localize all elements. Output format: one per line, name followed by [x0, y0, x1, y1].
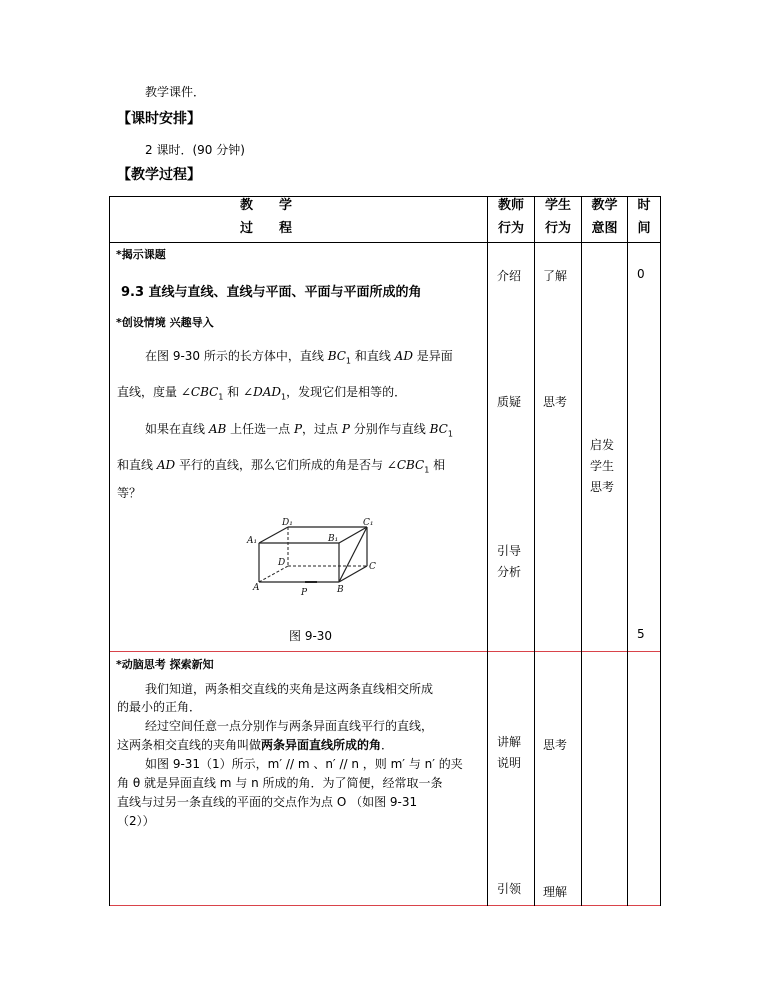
- section-heading-schedule: 【课时安排】: [117, 111, 201, 127]
- teaching-intent: 学生: [590, 459, 615, 473]
- teacher-action: 分析: [497, 565, 522, 579]
- header-time-line1: 时: [637, 198, 651, 213]
- label-think-explore: *动脑思考 探索新知: [116, 658, 214, 671]
- label-reveal-topic: *揭示课题: [116, 248, 166, 261]
- student-action: 了解: [543, 269, 568, 283]
- paragraph-line: 和直线 AD 平行的直线，那么它们所成的角是否与 $\angle CBC_1$ 相: [117, 458, 446, 475]
- intro-text: 教学课件．: [145, 85, 206, 99]
- student-action: 理解: [543, 885, 568, 899]
- header-intent-line2: 意图: [591, 221, 618, 236]
- teacher-action: 引领: [497, 882, 522, 896]
- paragraph-line: 这两条相交直线的夹角叫做两条异面直线所成的角．: [117, 738, 394, 752]
- paragraph-line: （2））: [117, 814, 155, 828]
- fig-label-d1: D₁: [282, 518, 293, 528]
- header-student-line1: 学生: [544, 198, 571, 213]
- header-process-line2: 过 程: [240, 221, 293, 236]
- cuboid-figure: [245, 515, 380, 600]
- schedule-text: 2 课时．(90 分钟): [145, 143, 245, 157]
- time-value: 5: [637, 627, 645, 641]
- fig-label-c1: C₁: [363, 518, 374, 528]
- fig-label-d: D: [278, 558, 286, 568]
- fig-label-b: B: [337, 585, 344, 595]
- paragraph-line: 如果在直线 AB 上任选一点 P，过点 P 分别作与直线 $BC_1$: [145, 422, 453, 439]
- paragraph-line: 直线，度量 $\angle CBC_1$ 和 $\angle DAD_1$，发现它们是相等的．: [117, 385, 407, 402]
- fig-label-a: A: [253, 583, 260, 593]
- paragraph-line: 角 θ 就是异面直线 m 与 n 所成的角．为了简便，经常取一条: [117, 776, 443, 790]
- teacher-action: 介绍: [497, 269, 522, 283]
- teaching-intent: 启发: [590, 438, 615, 452]
- header-intent-line1: 教学: [591, 198, 618, 213]
- fig-label-c: C: [369, 562, 376, 572]
- header-teacher-line2: 行为: [497, 221, 524, 236]
- paragraph-line: 经过空间任意一点分别作与两条异面直线平行的直线，: [145, 719, 434, 733]
- paragraph-line: 我们知道，两条相交直线的夹角是这两条直线相交所成: [145, 682, 434, 696]
- header-teacher-line1: 教师: [497, 198, 524, 213]
- teacher-action: 质疑: [497, 395, 522, 409]
- student-action: 思考: [543, 395, 568, 409]
- header-student-line2: 行为: [544, 221, 571, 236]
- label-scenario: *创设情境 兴趣导入: [116, 316, 214, 329]
- paragraph-line: 直线与过另一条直线的平面的交点作为点 O （如图 9-31: [117, 795, 418, 809]
- paragraph-line: 在图 9-30 所示的长方体中，直线 $BC_1$ 和直线 AD 是异面: [145, 349, 453, 366]
- paragraph-line: 等？: [117, 486, 142, 500]
- paragraph-line: 如图 9-31（1）所示，m′ // m 、n′ // n ，则 m′ 与 n′ 的夹: [145, 757, 463, 771]
- teacher-action: 说明: [497, 756, 522, 770]
- fig-label-b1: B₁: [328, 534, 339, 544]
- paragraph-line: 的最小的正角．: [117, 700, 202, 714]
- student-action: 思考: [543, 738, 568, 752]
- section-heading-process: 【教学过程】: [117, 167, 201, 183]
- fig-label-p: P: [301, 588, 308, 598]
- teacher-action: 讲解: [497, 735, 522, 749]
- figure-caption: 图 9-30: [289, 629, 333, 643]
- teacher-action: 引导: [497, 544, 522, 558]
- header-process-line1: 教 学: [240, 198, 293, 213]
- teaching-intent: 思考: [590, 480, 615, 494]
- fig-label-a1: A₁: [247, 536, 258, 546]
- header-time-line2: 间: [637, 221, 651, 236]
- lesson-title: 9.3 直线与直线、直线与平面、平面与平面所成的角: [121, 285, 422, 300]
- time-value: 0: [637, 267, 645, 281]
